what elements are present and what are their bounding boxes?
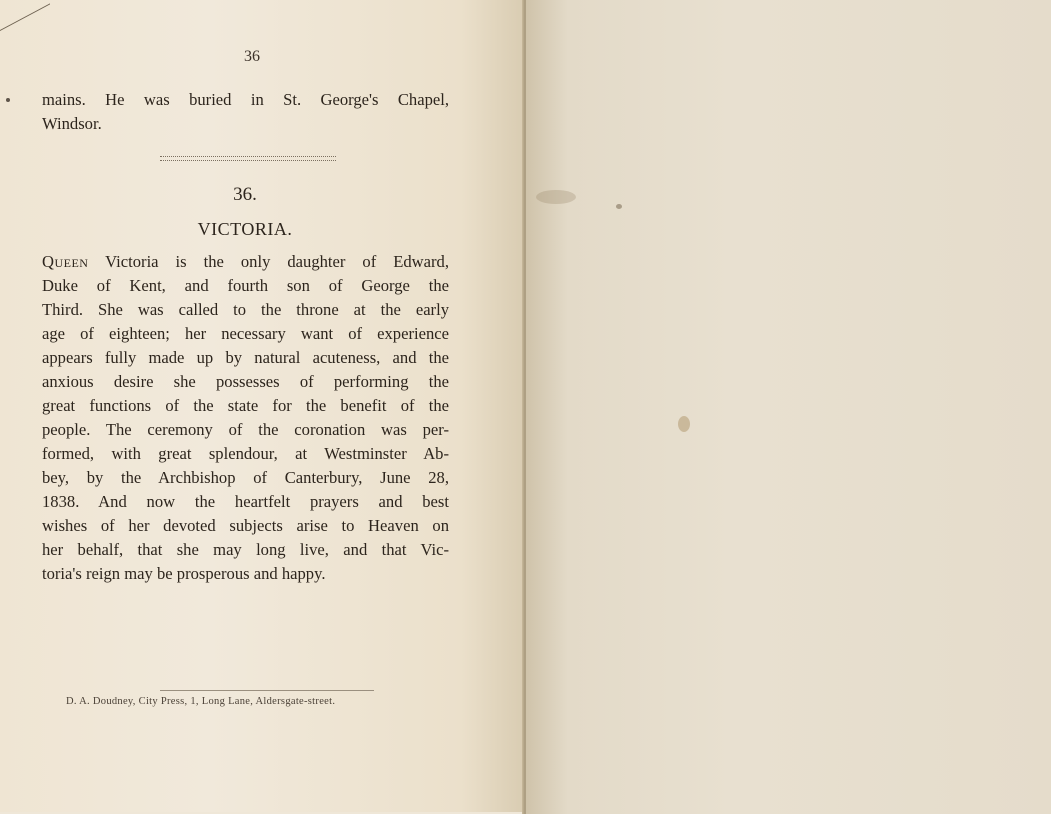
right-page-blank — [526, 0, 1051, 814]
continuation-text — [42, 88, 449, 136]
printer-imprint: D. A. Doudney, City Press, 1, Long Lane, Aldersgate-street. — [66, 696, 336, 707]
text-line: wishes of her devoted subjects arise to Heaven on — [42, 516, 449, 535]
foxing-spot — [536, 190, 576, 204]
imprint-rule — [160, 690, 374, 691]
section-body — [42, 250, 449, 586]
text-line: anxious desire she possesses of performing the — [42, 372, 449, 391]
lead-word: Queen — [42, 252, 89, 271]
folded-corner — [0, 0, 50, 31]
text-line: formed, with great splendour, at Westminster Ab- — [42, 444, 449, 463]
foxing-spot — [678, 416, 690, 432]
paper-spot — [6, 98, 10, 102]
foxing-spot — [616, 204, 622, 209]
left-page — [0, 0, 524, 812]
text-line: her behalf, that she may long live, and that Vic- — [42, 540, 449, 559]
ornamental-divider — [160, 156, 336, 161]
text-line: Duke of Kent, and fourth son of George the — [42, 276, 449, 295]
page-number: 36 — [244, 48, 260, 65]
section-number: 36. — [233, 184, 257, 205]
text-line: bey, by the Archbishop of Canterbury, June 28, — [42, 468, 449, 487]
text-line: mains. He was buried in St. George's Chapel, — [42, 90, 449, 109]
text-line: people. The ceremony of the coronation was per- — [42, 420, 449, 439]
text-line: toria's reign may be prosperous and happy. — [42, 564, 326, 583]
first-line-rest: Victoria is the only daughter of Edward, — [88, 252, 449, 271]
text-line: 1838. And now the heartfelt prayers and best — [42, 492, 449, 511]
text-line: great functions of the state for the benefit of the — [42, 396, 449, 415]
text-line: age of eighteen; her necessary want of experience — [42, 324, 449, 343]
text-line: Windsor. — [42, 114, 102, 133]
text-line: appears fully made up by natural acuteness, and the — [42, 348, 449, 367]
section-title: VICTORIA. — [197, 219, 293, 239]
text-line: Third. She was called to the throne at the early — [42, 300, 449, 319]
text-line — [42, 250, 449, 274]
